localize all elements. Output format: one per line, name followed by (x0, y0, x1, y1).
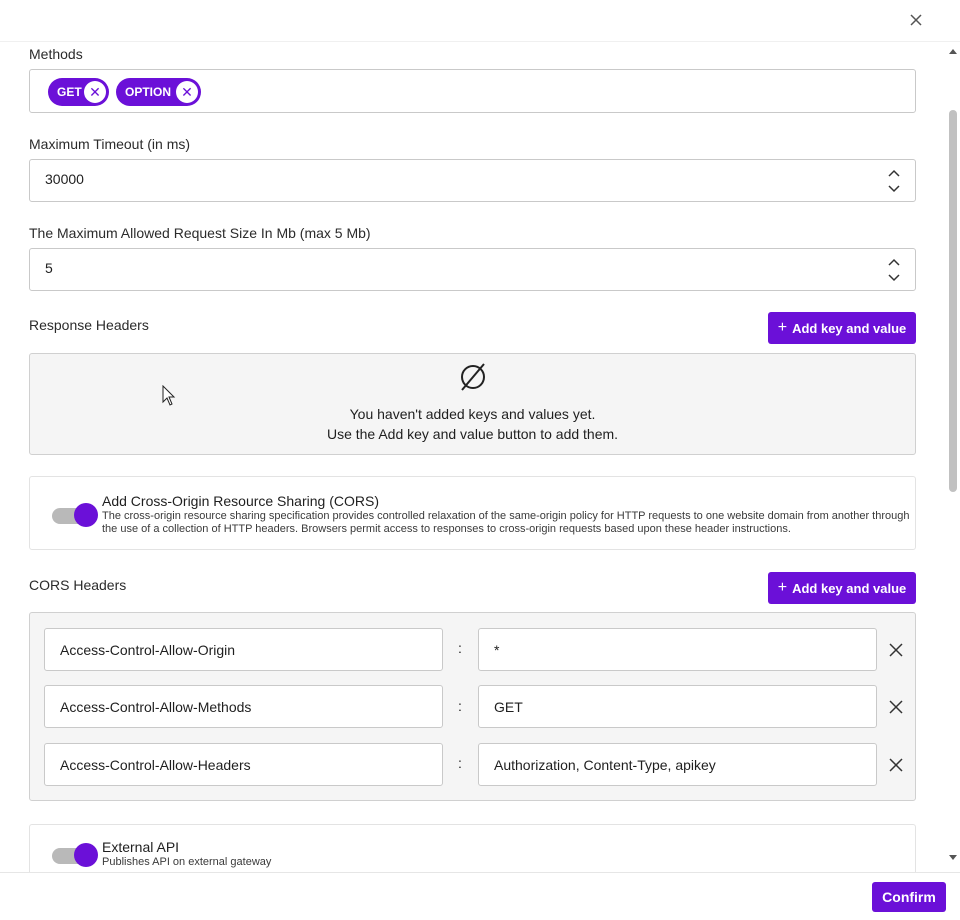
timeout-label: Maximum Timeout (in ms) (29, 136, 191, 152)
close-circle-icon[interactable]: ✕ (176, 81, 198, 103)
empty-state-line2: Use the Add key and value button to add them. (326, 426, 619, 442)
cors-header-key-input[interactable]: Access-Control-Allow-Methods (44, 685, 443, 728)
cors-header-key-input[interactable]: Access-Control-Allow-Origin (44, 628, 443, 671)
add-button-label: Add key and value (792, 320, 907, 336)
remove-row-icon[interactable] (888, 757, 904, 773)
cors-headers-label: CORS Headers (29, 577, 127, 593)
cors-card (29, 476, 916, 550)
methods-select[interactable] (29, 69, 916, 113)
remove-row-icon[interactable] (888, 642, 904, 658)
add-cors-header-button[interactable] (768, 572, 916, 604)
mouse-cursor-icon (162, 385, 176, 407)
dialog-footer (0, 872, 960, 920)
request-size-input[interactable] (29, 248, 916, 291)
scroll-down-arrow-icon[interactable] (948, 853, 958, 863)
cors-header-value-input[interactable]: * (478, 628, 877, 671)
external-api-description: Publishes API on external gateway (102, 856, 272, 868)
cors-description-line1: The cross-origin resource sharing specification provides controlled relaxation of the same-origin policy for HTTP requests to one website domain from another through (102, 510, 910, 522)
key-value-separator: : (458, 640, 462, 656)
add-button-label: Add key and value (792, 580, 907, 596)
cors-headers-list (29, 612, 916, 801)
dialog-body (0, 42, 946, 872)
toggle-knob (74, 843, 98, 867)
request-size-value: 5 (45, 260, 53, 276)
response-headers-label: Response Headers (29, 317, 149, 333)
cors-header-value-input[interactable]: GET (478, 685, 877, 728)
empty-state-line1: You haven't added keys and values yet. (349, 406, 596, 422)
method-chip-label: GET (57, 85, 82, 99)
spinner-arrows-icon[interactable] (887, 255, 901, 285)
scroll-up-arrow-icon[interactable] (948, 46, 958, 56)
add-response-header-button[interactable] (768, 312, 916, 344)
cors-description-line2: the use of a collection of HTTP headers. Browsers permit access to responses to cross-origin requests based upon these header instructions. (102, 523, 791, 535)
method-chip-label: OPTION (125, 85, 172, 99)
toggle-knob (74, 503, 98, 527)
method-chip-option (116, 78, 201, 106)
close-circle-icon[interactable]: ✕ (84, 81, 106, 103)
close-icon[interactable] (906, 10, 926, 30)
timeout-value: 30000 (45, 171, 84, 187)
cors-header-key-input[interactable]: Access-Control-Allow-Headers (44, 743, 443, 786)
vertical-scrollbar[interactable] (946, 42, 960, 872)
external-api-card (29, 824, 916, 872)
cors-toggle[interactable] (52, 501, 96, 527)
key-value-separator: : (458, 755, 462, 771)
empty-set-icon (458, 362, 488, 392)
key-value-separator: : (458, 698, 462, 714)
scroll-thumb[interactable] (949, 110, 957, 492)
plus-icon: + (777, 319, 788, 336)
method-chip-get (48, 78, 109, 106)
plus-icon: + (777, 579, 788, 596)
remove-row-icon[interactable] (888, 699, 904, 715)
external-api-title: External API (102, 839, 180, 855)
confirm-button[interactable]: Confirm (872, 882, 946, 912)
spinner-arrows-icon[interactable] (887, 166, 901, 196)
external-api-toggle[interactable] (52, 841, 96, 867)
request-size-label: The Maximum Allowed Request Size In Mb (max 5 Mb) (29, 225, 371, 241)
cors-header-value-input[interactable]: Authorization, Content-Type, apikey (478, 743, 877, 786)
dialog-header (0, 0, 960, 42)
methods-label: Methods (29, 46, 83, 62)
timeout-input[interactable] (29, 159, 916, 202)
cors-title: Add Cross-Origin Resource Sharing (CORS) (102, 493, 379, 509)
